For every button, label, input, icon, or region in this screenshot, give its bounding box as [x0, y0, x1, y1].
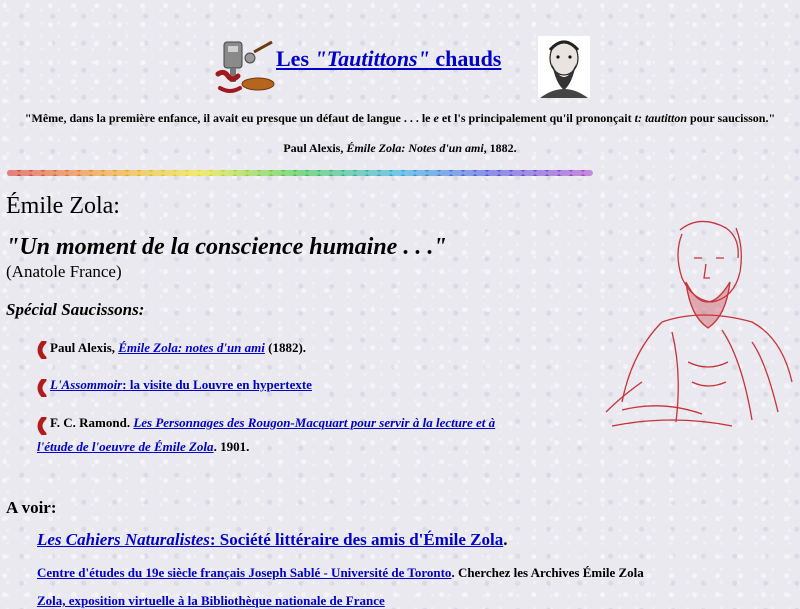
section-heading-saucissons: Spécial Saucissons:: [6, 300, 145, 319]
list-item: Les Cahiers Naturalistes: Société littéraire des amis d'Émile Zola.: [37, 530, 508, 549]
link-bnf-exposition[interactable]: Zola, exposition virtuelle à la Bibliothèque nationale de France: [37, 593, 385, 608]
link-rougon-macquart-line1[interactable]: Les Personnages des Rougon-Macquart pour servir à la lecture et à: [133, 415, 496, 430]
link-centre-etudes[interactable]: Centre d'études du 19e siècle français Joseph Sablé - Université de Toronto: [37, 565, 452, 580]
list-item: Paul Alexis, Émile Zola: notes d'un ami (1882).: [50, 340, 307, 355]
sausage-bullet-icon: [37, 379, 47, 397]
quote-source: Paul Alexis, Émile Zola: Notes d'un ami, 1882.: [283, 141, 517, 155]
zola-quote: "Même, dans la première enfance, il avait eu presque un défaut de langue . . . le e et l's principalement qu'il prononçait t: tautitton pour saucisson.": [24, 111, 776, 125]
list-item: Centre d'études du 19e siècle français Joseph Sablé - Université de Toronto. Cherchez les Archives Émile Zola: [37, 565, 644, 580]
link-zola-notes[interactable]: Émile Zola: notes d'un ami: [118, 340, 265, 355]
header: [0, 36, 800, 100]
title-link[interactable]: Les "Tautittons" chauds: [276, 46, 502, 71]
france-quote: "Un moment de la conscience humaine . . .": [6, 234, 447, 260]
section-heading-avoir: A voir:: [6, 498, 57, 517]
list-item: [50, 377, 312, 393]
link-rougon-macquart-line2[interactable]: l'étude de l'oeuvre de Émile Zola: [37, 439, 214, 454]
zola-sketch-icon: [602, 212, 798, 434]
sausage-bullet-icon: [37, 341, 47, 359]
zola-portrait-icon: [538, 36, 590, 98]
link-assommoir-louvre[interactable]: L'Assommoir: la visite du Louvre en hypertexte: [50, 377, 312, 392]
list-item: F. C. Ramond. Les Personnages des Rougon-Macquart pour servir à la lecture et à: [50, 415, 496, 430]
list-item: [37, 593, 385, 609]
sausage-bullet-icon: [37, 417, 47, 435]
list-item-continued: l'étude de l'oeuvre de Émile Zola. 1901.: [37, 439, 250, 454]
link-cahiers-naturalistes[interactable]: Les Cahiers Naturalistes: Société littéraire des amis d'Émile Zola: [37, 530, 504, 549]
quote-attribution: (Anatole France): [6, 262, 122, 281]
page-title: Émile Zola:: [6, 193, 120, 219]
meat-grinder-icon: [214, 40, 276, 98]
rainbow-divider: [7, 168, 593, 178]
